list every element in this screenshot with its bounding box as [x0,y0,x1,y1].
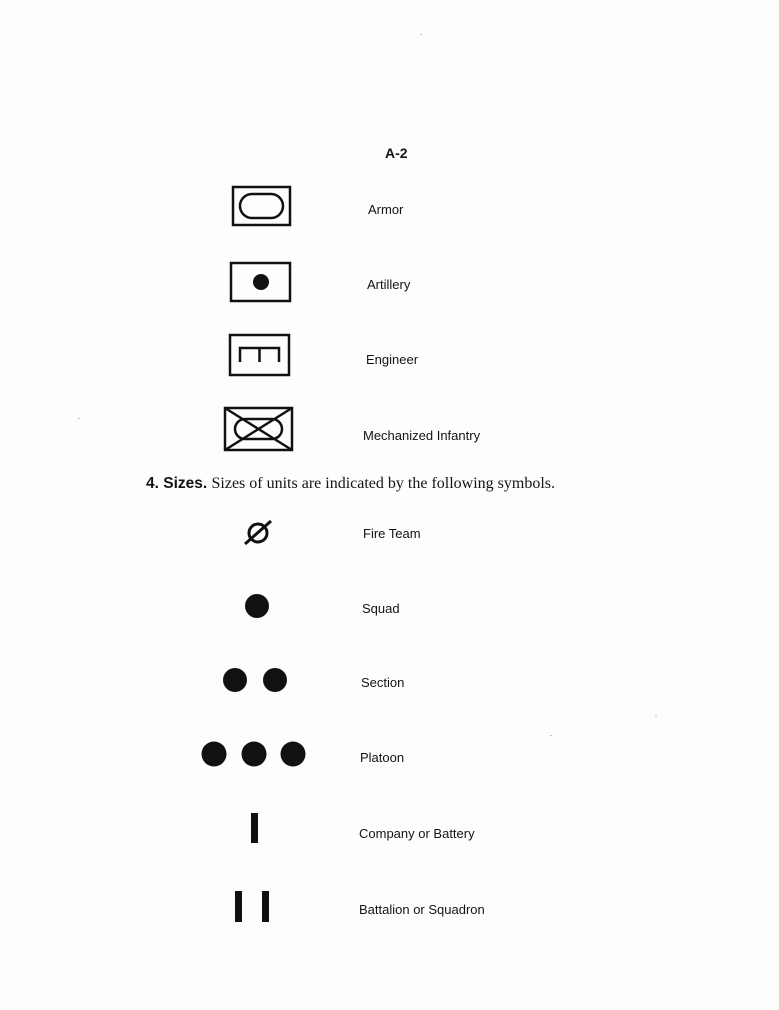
company-symbol-icon [249,812,261,844]
mechanized-infantry-label: Mechanized Infantry [363,428,481,443]
squad-label: Squad [362,601,400,616]
scan-speck [78,418,80,419]
page-number: A-2 [385,145,408,161]
engineer-label: Engineer [366,352,419,367]
fire-team-symbol-icon [240,517,276,549]
engineer-symbol-icon [228,333,292,379]
squad-symbol-icon [243,592,271,620]
scan-speck [550,735,552,736]
sizes-section-heading [146,475,555,493]
artillery-label: Artillery [367,277,411,292]
scan-speck [420,34,422,35]
mechanized-infantry-symbol-icon [223,406,295,454]
fire-team-label: Fire Team [363,526,421,541]
armor-label: Armor [368,202,404,217]
section-number-title: 4. Sizes. [146,475,208,492]
section-symbol-icon [221,666,291,694]
section-label: Section [361,675,405,690]
battalion-symbol-icon [233,890,273,924]
section-description: Sizes of units are indicated by the following symbols. [211,475,555,492]
armor-symbol-icon [231,185,293,229]
scan-speck [655,716,657,717]
platoon-symbol-icon [200,739,308,769]
battalion-label: Battalion or Squadron [359,902,485,917]
company-label: Company or Battery [359,826,475,841]
platoon-label: Platoon [360,750,405,765]
artillery-symbol-icon [229,261,293,305]
